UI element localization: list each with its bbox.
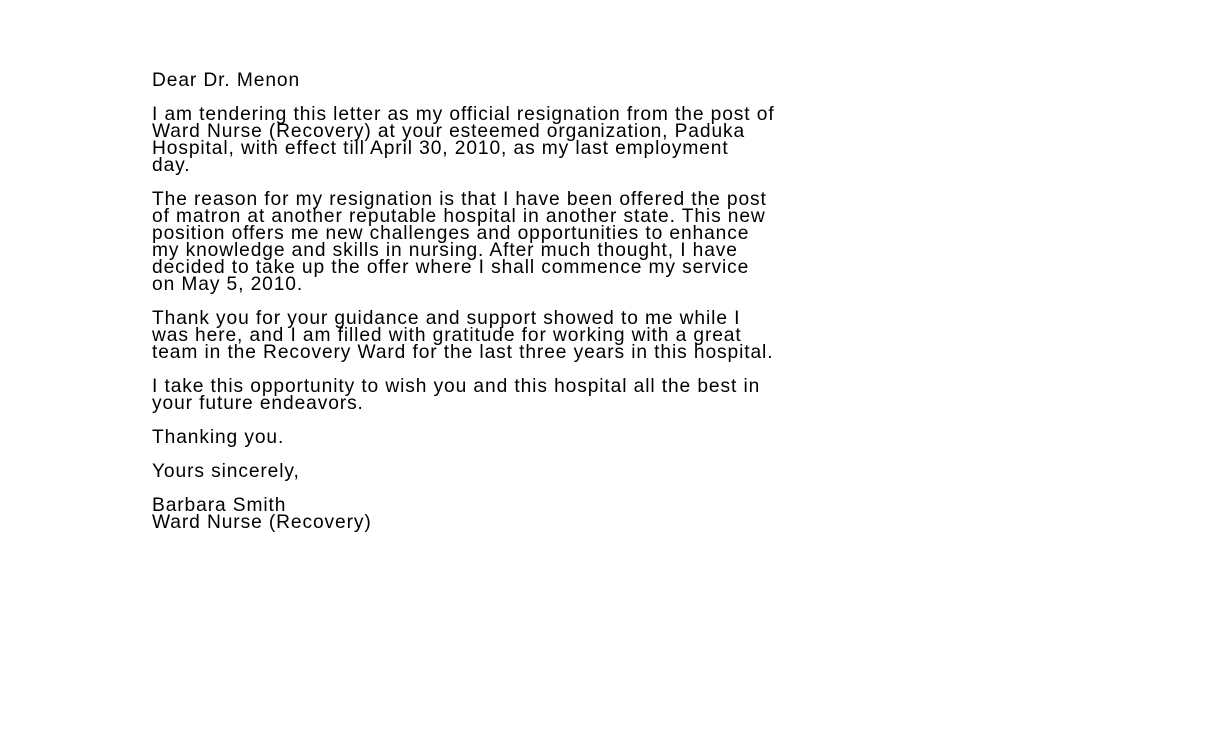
paragraph-2 [152, 191, 1112, 293]
thanks [152, 429, 1112, 446]
paragraph-line: of matron at another reputable hospital in another state. This new [152, 206, 766, 227]
closing-text: Yours sincerely, [152, 461, 300, 482]
paragraph-line: position offers me new challenges and opportunities to enhance [152, 223, 750, 244]
paragraph-line: day. [152, 155, 191, 176]
paragraph-4 [152, 378, 1112, 412]
signature-block [152, 497, 1112, 531]
paragraph-line: team in the Recovery Ward for the last three years in this hospital. [152, 342, 774, 363]
paragraph-line: I am tendering this letter as my official resignation from the post of [152, 104, 775, 125]
paragraph-line: Thank you for your guidance and support showed to me while I [152, 308, 741, 329]
paragraph-line: was here, and I am filled with gratitude for working with a great [152, 325, 742, 346]
salutation [152, 72, 1112, 89]
paragraph-line: The reason for my resignation is that I have been offered the post [152, 189, 767, 210]
paragraph-3 [152, 310, 1112, 361]
salutation-text: Dear Dr. Menon [152, 70, 301, 91]
paragraph-line: I take this opportunity to wish you and this hospital all the best in [152, 376, 761, 397]
closing [152, 463, 1112, 480]
paragraph-line: decided to take up the offer where I shall commence my service [152, 257, 750, 278]
paragraph-line: Hospital, with effect till April 30, 2010, as my last employment [152, 138, 729, 159]
signature-name: Barbara Smith [152, 495, 287, 516]
paragraph-1 [152, 106, 1112, 174]
paragraph-line: my knowledge and skills in nursing. After much thought, I have [152, 240, 738, 261]
paragraph-line: Ward Nurse (Recovery) at your esteemed organization, Paduka [152, 121, 746, 142]
signature-title: Ward Nurse (Recovery) [152, 512, 372, 533]
paragraph-line: your future endeavors. [152, 393, 364, 414]
resignation-letter [152, 72, 1112, 548]
thanks-text: Thanking you. [152, 427, 285, 448]
paragraph-line: on May 5, 2010. [152, 274, 304, 295]
